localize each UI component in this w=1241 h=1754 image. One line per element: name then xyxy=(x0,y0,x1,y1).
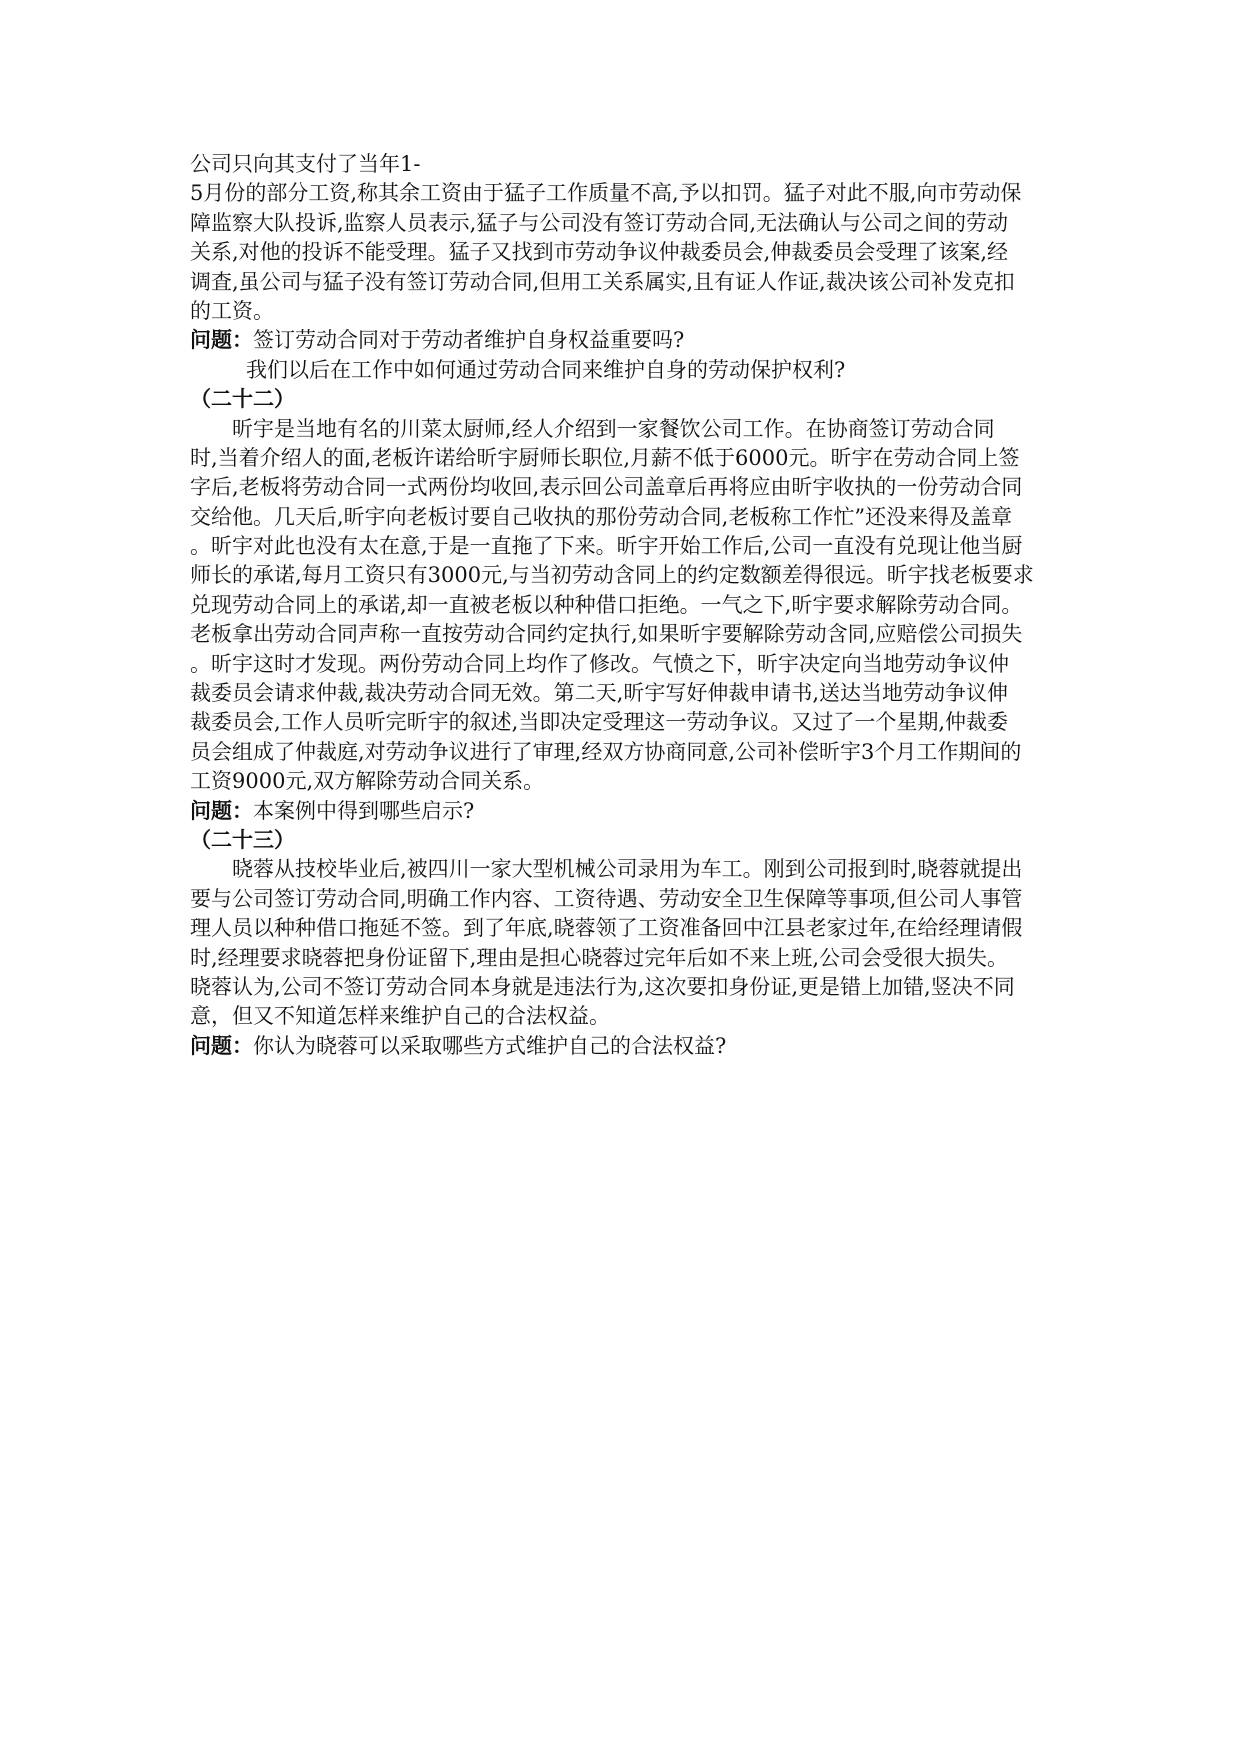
paragraph-line: 的工资。 xyxy=(190,298,274,323)
question-label: 问题： xyxy=(190,1033,253,1058)
paragraph-line: 老板拿出劳动合同声称一直按劳动合同约定执行,如果昕宇要解除劳动含同,应赔偿公司损失 xyxy=(190,622,1023,647)
paragraph-line: 调査,虽公司与猛子没有签订劳动合同,但用工关系属实,且有证人作证,裁决该公司补发克扣 xyxy=(190,269,1015,294)
paragraph-line: 裁委员会,工作人员听完昕宇的叙述,当即决定受理这一劳动争议。又过了一个星期,仲裁委 xyxy=(190,710,1009,735)
paragraph-line: 关系,对他的投诉不能受理。猛子又找到市劳动争议仲裁委员会,伸裁委员会受理了该案,经 xyxy=(190,240,1009,265)
paragraph-line: 昕宇是当地有名的川菜太厨师,经人介绍到一家餐饮公司工作。在协商签订劳动合同 xyxy=(232,416,995,441)
paragraph-line: 裁委员会请求仲裁,裁决劳动合同无效。第二天,昕宇写好伸裁申请书,送达当地劳动争议伸 xyxy=(190,681,1009,706)
paragraph-line: 晓蓉认为,公司不签订劳动合同本身就是违法行为,这次要扣身份证,更是错上加错,竖决不同 xyxy=(190,974,1015,999)
paragraph-line: 兑现劳动合同上的承诺,却一直被老板以种种借口拒绝。一气之下,昕宇要求解除劳动合同。 xyxy=(190,592,1023,617)
question-line: 我们以后在工作中如何通过劳动合同来维护自身的劳动保护权利? xyxy=(246,357,846,382)
paragraph-line: 要与公司签订劳动合同,明确工作内容、工资待遇、劳动安全卫生保障等事项,但公司人事管 xyxy=(190,886,1023,911)
paragraph-line: 障监察大队投诉,监察人员表示,猛子与公司没有签订劳动合同,无法确认与公司之间的劳动 xyxy=(190,210,1009,235)
question-text: 你认为晓蓉可以采取哪些方式维护自己的合法权益? xyxy=(253,1033,727,1058)
paragraph-line: 时,当着介绍人的面,老板许诺给昕宇厨师长职位,月薪不低于6000元。昕宇在劳动合同上签 xyxy=(190,445,1020,470)
question-line xyxy=(190,326,1060,355)
paragraph-line: 交给他。几天后,昕宇向老板讨要自己收执的那份劳动合同,老板称工作忙”还没来得及盖章 xyxy=(190,504,1013,529)
question-line xyxy=(190,797,1060,826)
document-body xyxy=(190,150,1060,1061)
paragraph-line: 5月份的部分工资,称其余工资由于猛子工作质量不高,予以扣罚。猛子对此不服,向市劳动保 xyxy=(190,181,1022,206)
question-text: 签订劳动合同对于劳动者维护自身权益重要吗? xyxy=(253,328,685,353)
paragraph-line: 。昕宇对此也没有太在意,于是一直拖了下来。昕宇开始工作后,公司一直没有兑现让他当厨 xyxy=(190,534,1023,559)
paragraph-line: 晓蓉从技校毕业后,被四川一家大型机械公司录用为车工。刚到公司报到时,晓蓉就提出 xyxy=(232,857,1023,882)
paragraph-line: 字后,老板将劳动合同一式两份均收回,表示回公司盖章后再将应由昕宇收执的一份劳动合同 xyxy=(190,475,1023,500)
paragraph-line: 。昕宇这时才发现。两份劳动合同上均作了修改。气愤之下，昕宇决定向当地劳动争议仲 xyxy=(190,651,1009,676)
question-label: 问题： xyxy=(190,798,253,823)
paragraph-line: 公司只向其支付了当年1- xyxy=(190,152,421,176)
paragraph-line: 理人员以种种借口拖延不签。到了年底,晓蓉领了工资准备回中江县老家过年,在给经理请假 xyxy=(190,916,1023,941)
question-text: 本案例中得到哪些启示? xyxy=(253,798,475,823)
paragraph-line: 意，但又不知道怎样来维护自己的合法权益。 xyxy=(190,1004,610,1029)
question-line xyxy=(190,1032,1060,1061)
paragraph-line: 师长的承诺,每月工资只有3000元,与当初劳动含同上的约定数额差得很远。昕宇找老板要求 xyxy=(190,563,1034,588)
section-heading: （二十二） xyxy=(190,387,295,412)
section-heading: （二十三） xyxy=(190,827,295,852)
question-label: 问题： xyxy=(190,328,253,353)
paragraph-line: 工资9000元,双方解除劳动合同关系。 xyxy=(190,769,545,794)
paragraph-line: 员会组成了仲裁庭,对劳动争议进行了审理,经双方协商同意,公司补偿昕宇3个月工作期间的 xyxy=(190,739,1022,764)
paragraph-line: 时,经理要求晓蓉把身份证留下,理由是担心晓蓉过完年后如不来上班,公司会受很大损失。 xyxy=(190,945,1009,970)
